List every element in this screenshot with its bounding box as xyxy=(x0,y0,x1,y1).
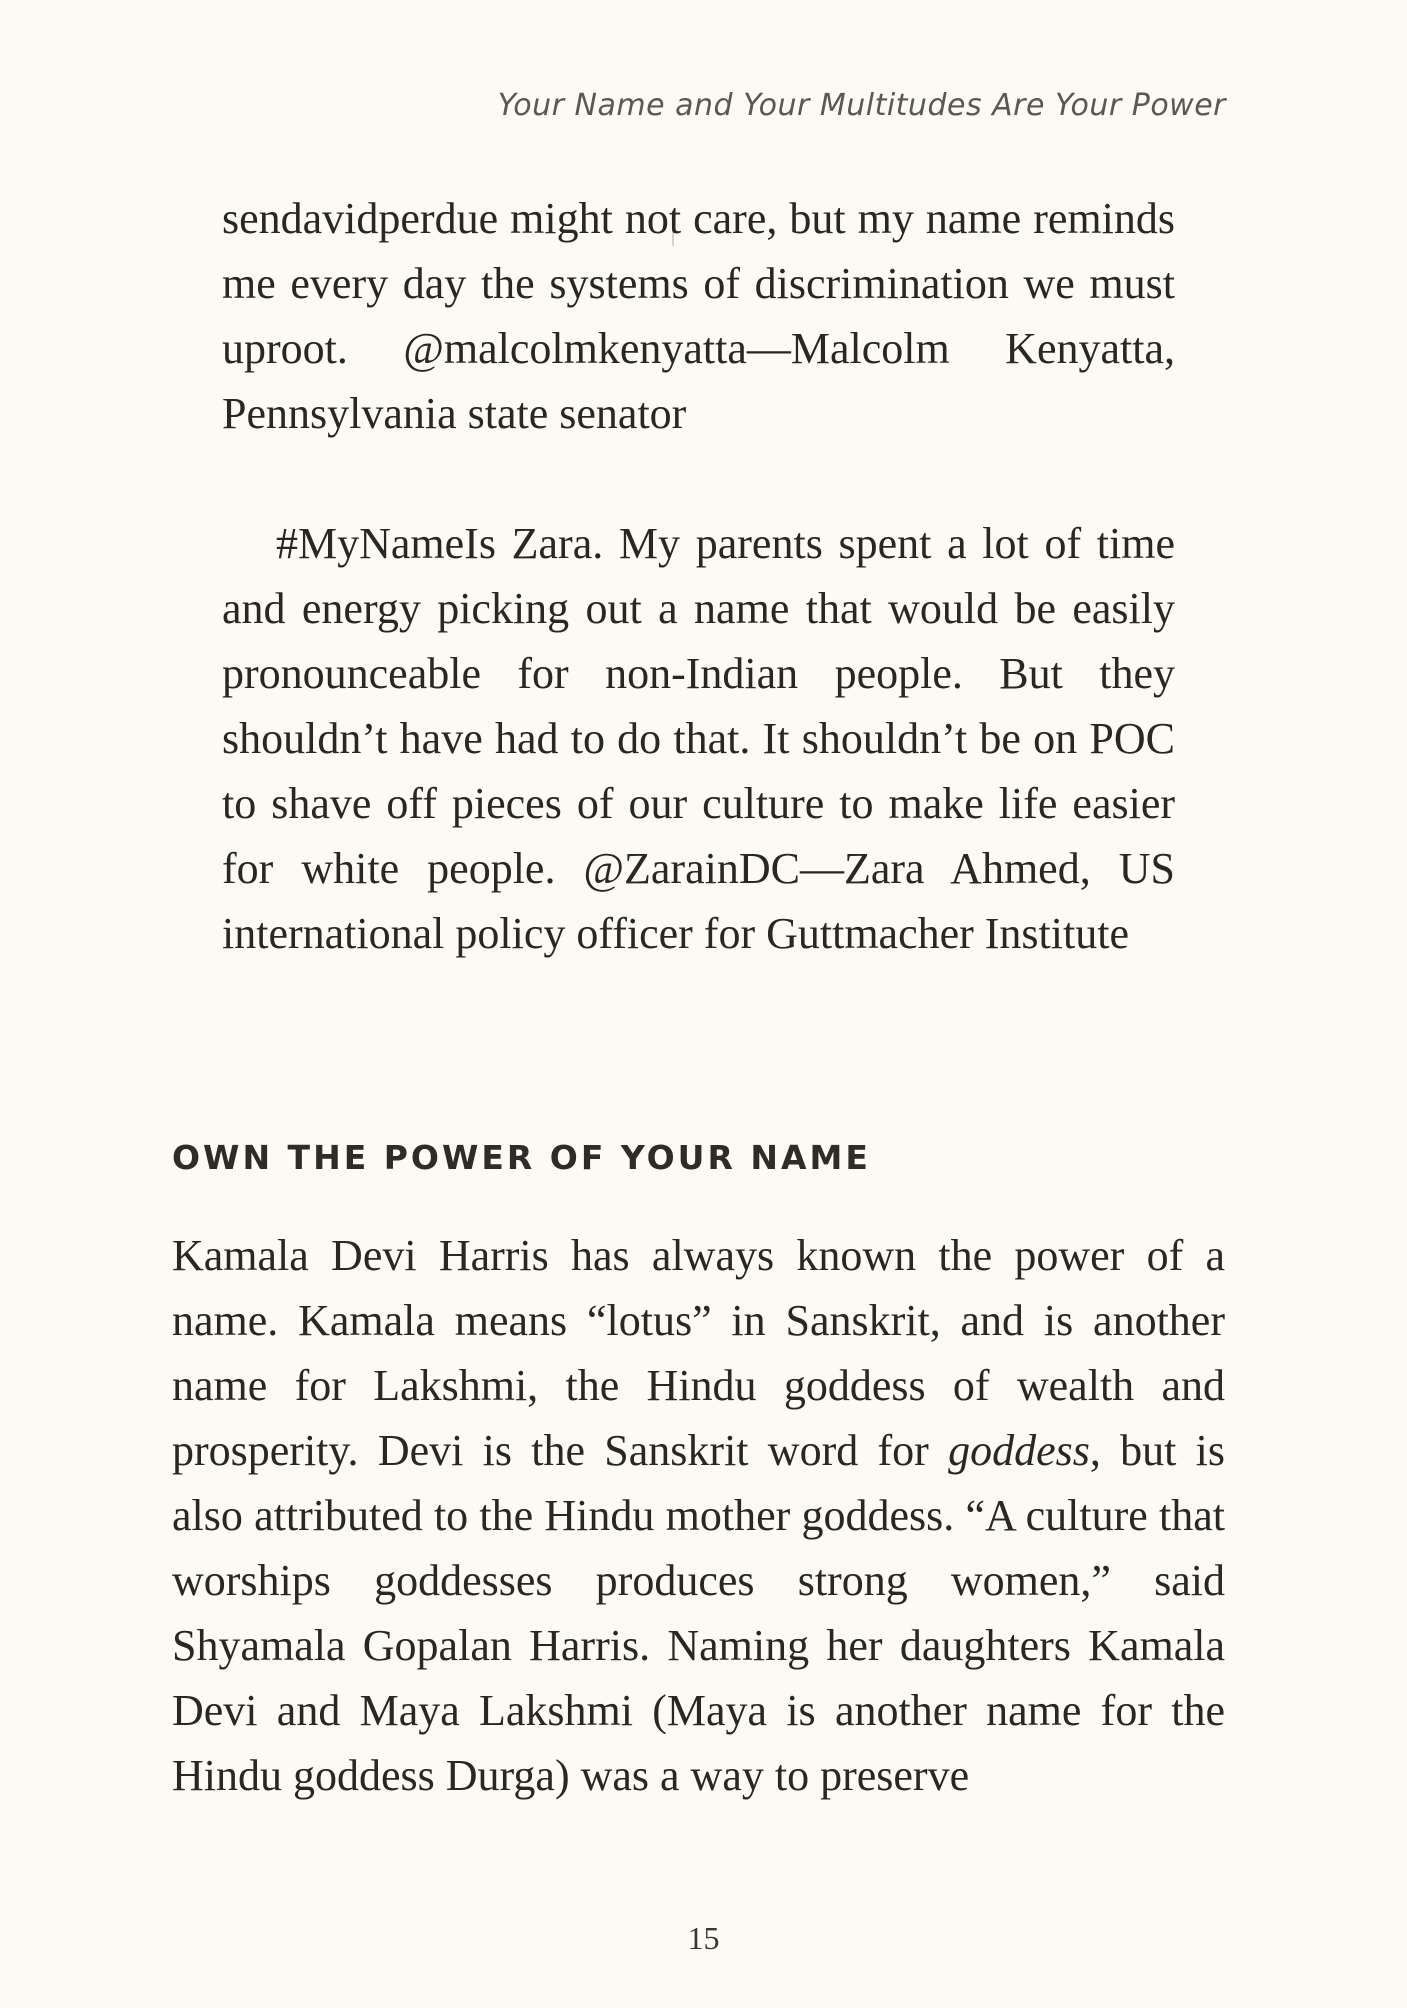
emphasis-goddess: goddess xyxy=(948,1426,1090,1475)
quote-text: #MyNameIs Zara. My parents spent a lot of time and energy picking out a name that would be easily pronounceable for non-Indian people. But they shouldn’t have had to do that. It shouldn’t be on POC to shave off pieces of our culture to make life easier for white people. @ZarainDC—Zara Ahmed, US international policy officer for Guttmacher Institute xyxy=(222,519,1175,958)
section-heading: OWN THE POWER OF YOUR NAME xyxy=(172,1138,871,1177)
running-head: Your Name and Your Multitudes Are Your Power xyxy=(497,88,1226,123)
quote-block-ahmed xyxy=(222,511,1175,966)
quote-text: sendavidperdue might not care, but my name reminds me every day the systems of discrimination we must uproot. @malcolmkenyatta—Malcolm Kenyatta, Pennsylvania state senator xyxy=(222,194,1175,438)
quote-block-kenyatta xyxy=(222,186,1175,446)
body-text-part-2: , but is also attributed to the Hindu mother goddess. “A culture that worships goddesses produces strong women,” said Shyamala Gopalan Harris. Naming her daughters Kamala Devi and Maya Lakshmi (Maya is another name for the Hindu goddess Durga) was a way to preserve xyxy=(172,1426,1226,1800)
page-number: 15 xyxy=(687,1920,720,1956)
body-paragraph xyxy=(172,1223,1225,1808)
body-text-part-1: Kamala Devi Harris has always known the power of a name. Kamala means “lotus” in Sanskrit, and is another name for Lakshmi, the Hindu goddess of wealth and prosperity. Devi is the Sanskrit word for xyxy=(172,1231,1225,1475)
